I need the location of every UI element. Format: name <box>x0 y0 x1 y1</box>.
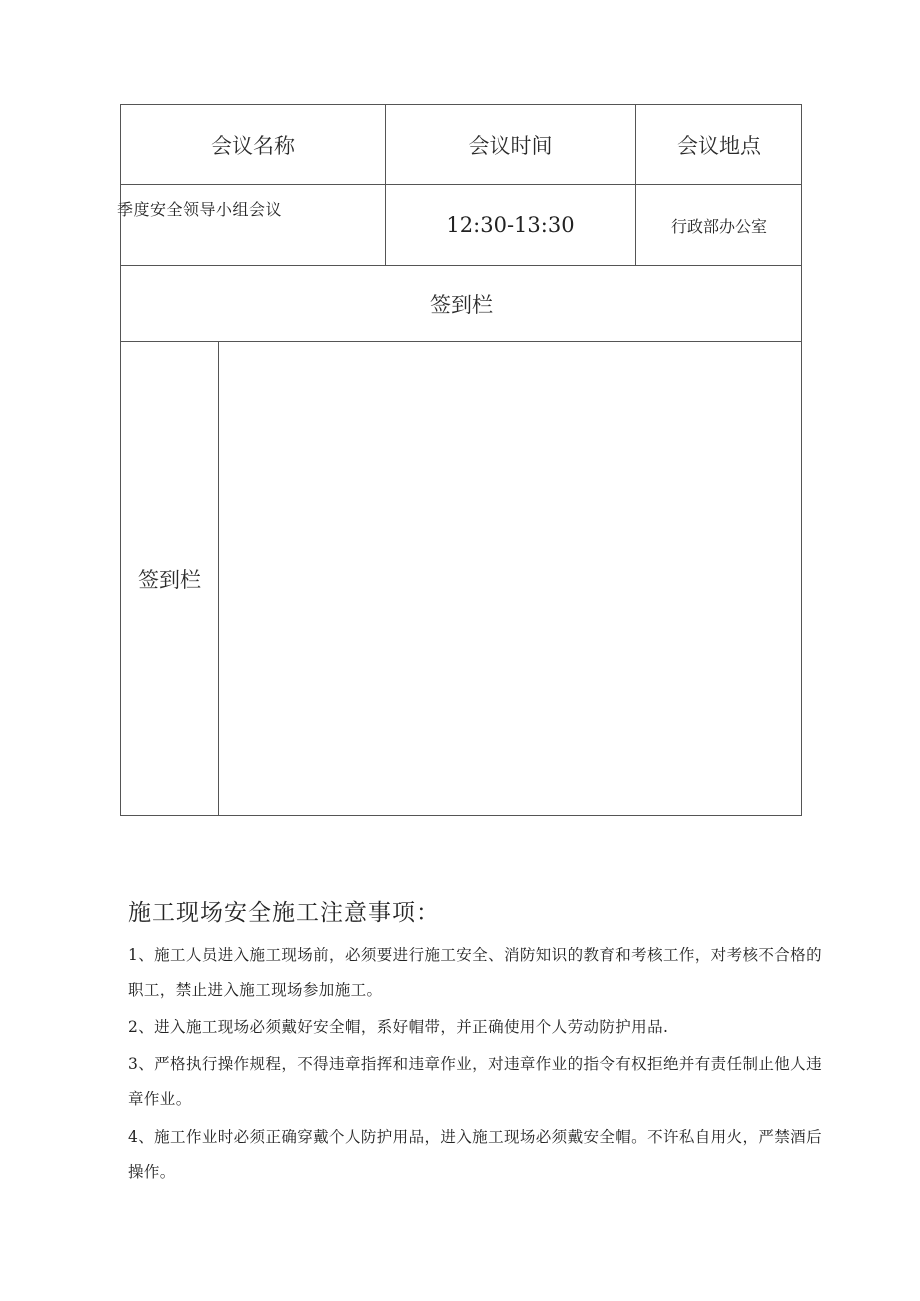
header-meeting-location: 会议地点 <box>677 133 761 158</box>
notes-title: 施工现场安全施工注意事项： <box>128 900 440 926</box>
meeting-name-value: 季度安全领导小组会议 <box>117 200 283 219</box>
note-item: 1、施工人员进入施工现场前，必须要进行施工安全、消防知识的教育和考核工作，对考核不合格的职工，禁止进入施工现场参加施工。 <box>128 946 822 999</box>
note-item: 4、施工作业时必须正确穿戴个人防护用品，进入施工现场必须戴安全帽。不许私自用火，严禁酒后操作。 <box>128 1128 822 1181</box>
meeting-signin-table <box>117 104 802 816</box>
meeting-location-value: 行政部办公室 <box>670 216 767 236</box>
header-meeting-time: 会议时间 <box>468 133 553 158</box>
signin-area[interactable] <box>219 342 801 815</box>
meeting-time-value: 12:30-13:30 <box>446 213 575 237</box>
signin-section-header: 签到栏 <box>430 292 493 317</box>
note-item: 3、严格执行操作规程，不得违章指挥和违章作业，对违章作业的指令有权拒绝并有责任制止他人违章作业。 <box>128 1055 822 1108</box>
note-item: 2、进入施工现场必须戴好安全帽，系好帽带，并正确使用个人劳动防护用品. <box>128 1018 669 1036</box>
signin-label: 签到栏 <box>138 568 201 592</box>
header-meeting-name: 会议名称 <box>211 133 295 158</box>
